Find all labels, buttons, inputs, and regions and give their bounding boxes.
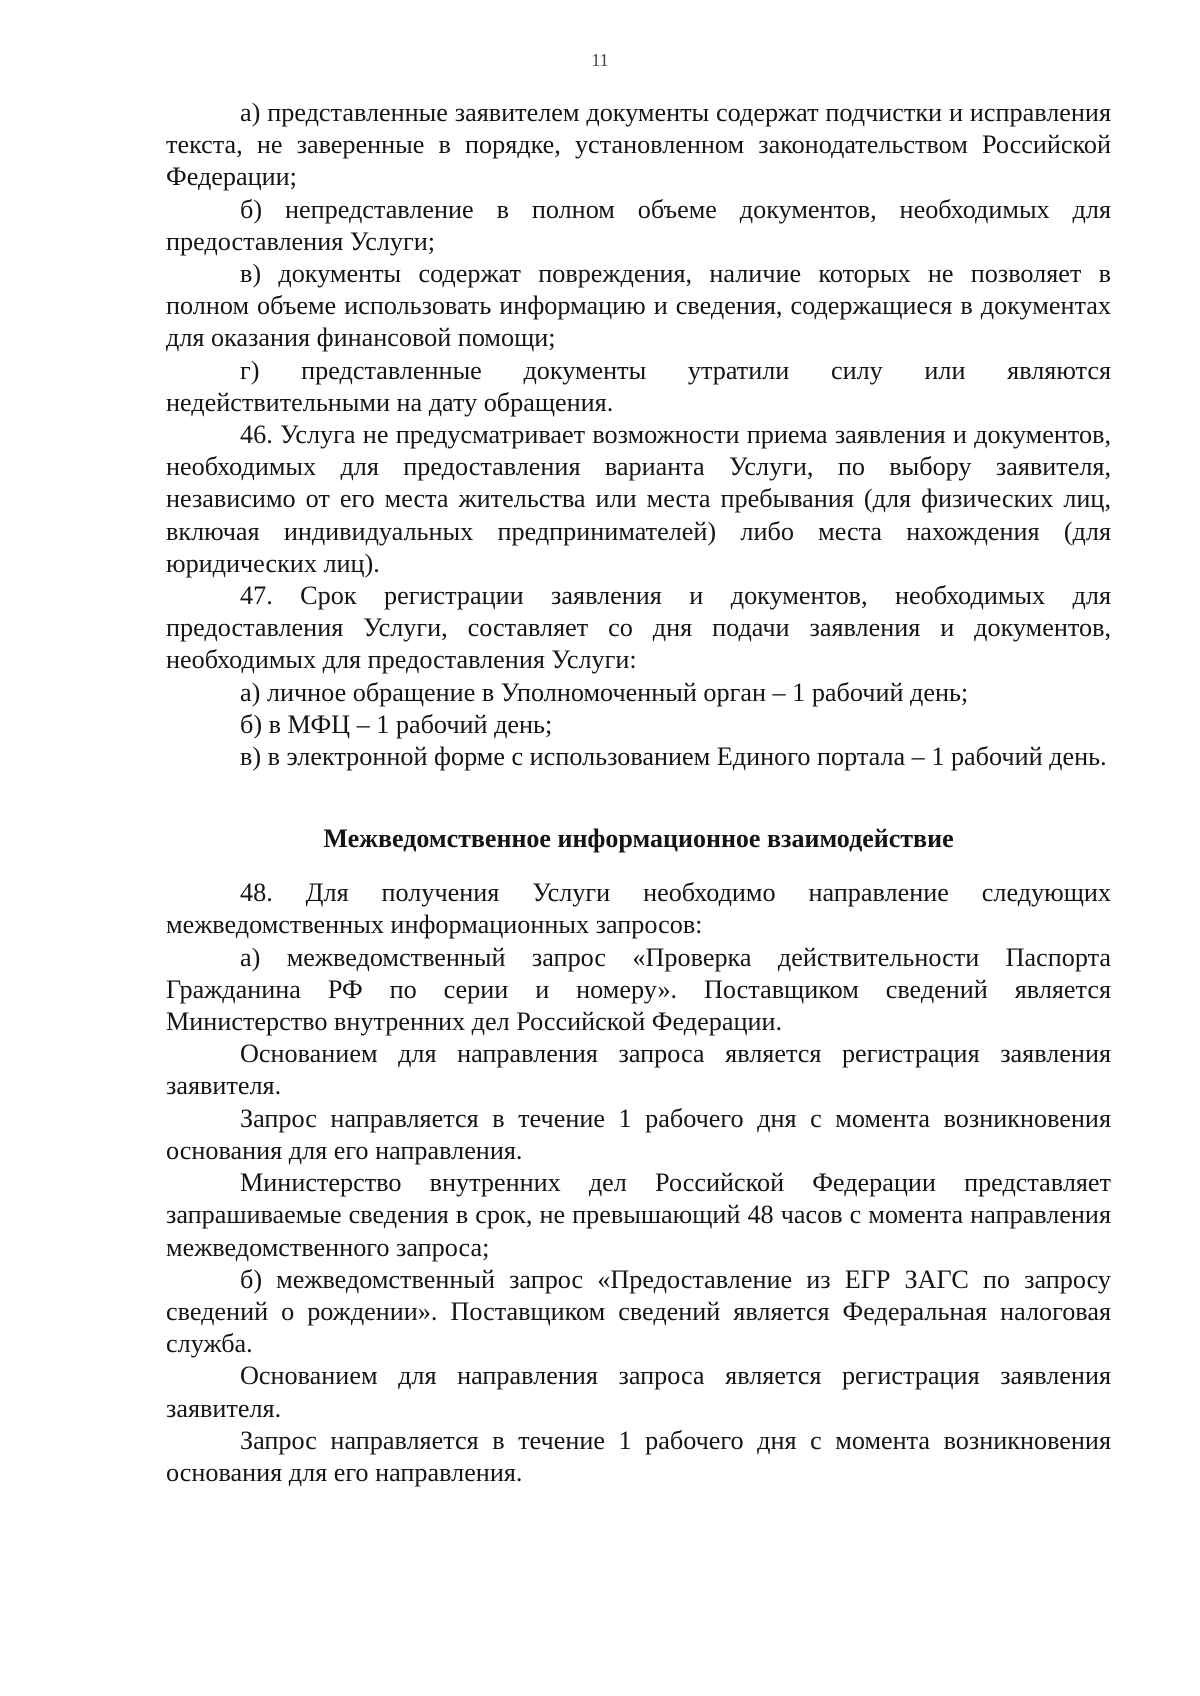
paragraph-timing-a: Запрос направляется в течение 1 рабочего дня с момента возникновения основания для его направления. xyxy=(166,1103,1111,1165)
paragraph-47-item-v: в) в электронной форме с использованием Единого портала – 1 рабочий день. xyxy=(240,742,1107,772)
section-heading: Межведомственное информационное взаимодействие xyxy=(323,824,954,854)
paragraph-48-item-a: а) межведомственный запрос «Проверка действительности Паспорта Гражданина РФ по серии и номеру». Поставщиком сведений является Министерство внутренних дел Российской Федерации. xyxy=(166,942,1111,1037)
paragraph-timing-b: Запрос направляется в течение 1 рабочего дня с момента возникновения основания для его направления. xyxy=(166,1425,1111,1487)
paragraph-mvd-response: Министерство внутренних дел Российской Федерации представляет запрашиваемые сведения в срок, не превышающий 48 часов с момента направления межведомственного запроса; xyxy=(166,1168,1111,1262)
document-body xyxy=(166,97,1111,1489)
paragraph-item-g-invalid: г) представленные документы утратили силу или являются недействительными на дату обращения. xyxy=(166,355,1111,417)
paragraph-basis-b: Основанием для направления запроса является регистрация заявления заявителя. xyxy=(166,1361,1111,1423)
paragraph-clause-47: 47. Срок регистрации заявления и документов, необходимых для предоставления Услуги, составляет со дня подачи заявления и документов, необходимых для предоставления Услуги: xyxy=(166,581,1111,675)
paragraph-item-v-damaged: в) документы содержат повреждения, наличие которых не позволяет в полном объеме использовать информацию и сведения, содержащиеся в документах для оказания финансовой помощи; xyxy=(166,259,1111,353)
paragraph-47-item-a: а) личное обращение в Уполномоченный орган – 1 рабочий день; xyxy=(240,677,969,707)
paragraph-item-b-incomplete: б) непредставление в полном объеме документов, необходимых для предоставления Услуги; xyxy=(166,194,1111,256)
paragraph-basis-a: Основанием для направления запроса является регистрация заявления заявителя. xyxy=(166,1039,1111,1101)
paragraph-clause-46: 46. Услуга не предусматривает возможности приема заявления и документов, необходимых для предоставления варианта Услуги, по выбору заявителя, независимо от его места жительства или места пребывания (для физических лиц, включая индивидуальных предпринимателей) либо места нахождения (для юридических лиц). xyxy=(166,420,1111,578)
paragraph-item-a-corrections: а) представленные заявителем документы содержат подчистки и исправления текста, не заверенные в порядке, установленном законодательством Российской Федерации; xyxy=(166,98,1111,192)
paragraph-clause-48: 48. Для получения Услуги необходимо направление следующих межведомственных информационных запросов: xyxy=(166,878,1111,940)
paragraph-48-item-b: б) межведомственный запрос «Предоставление из ЕГР ЗАГС по запросу сведений о рождении». Поставщиком сведений является Федеральная налоговая служба. xyxy=(166,1264,1111,1359)
page-number: 11 xyxy=(591,50,609,70)
paragraph-47-item-b: б) в МФЦ – 1 рабочий день; xyxy=(240,709,553,739)
